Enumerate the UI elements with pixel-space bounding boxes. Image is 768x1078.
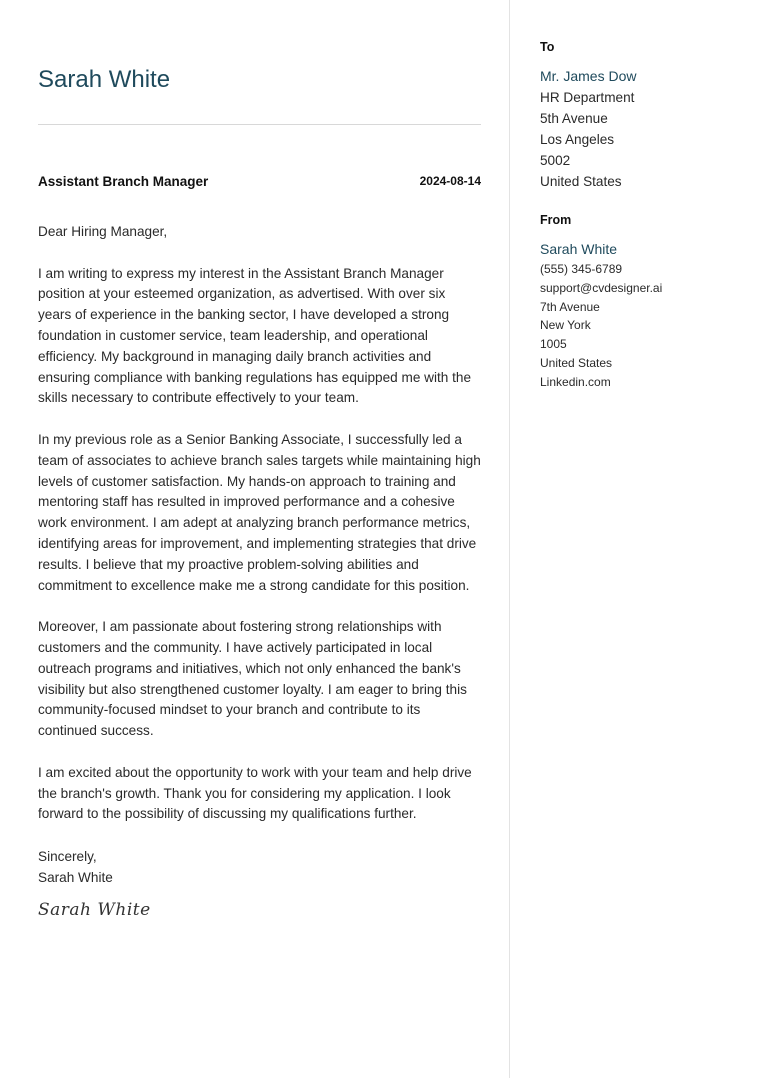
recipient-department: HR Department — [540, 90, 635, 105]
handwritten-signature: Sarah White — [38, 900, 151, 920]
sender-city: New York — [540, 318, 591, 333]
recipient-zip: 5002 — [540, 153, 571, 168]
recipient-address — [540, 87, 634, 192]
paragraph-1: I am writing to express my interest in the Assistant Branch Manager position at your esteemed organization, as advertised. With over six years of experience in the banking sector, I have developed a strong foundation in customer service, team leadership, and operational efficiency. My background in managing daily branch activities and ensuring compliance with banking regulations has equipped me with the skills necessary to contribute effectively to your team. — [38, 265, 472, 406]
sender-email: support@cvdesigner.ai — [540, 280, 663, 295]
sender-country: United States — [540, 355, 613, 370]
header-divider — [38, 124, 481, 125]
sender-street: 7th Avenue — [540, 299, 600, 314]
letter-body — [38, 222, 481, 846]
recipient-street: 5th Avenue — [540, 111, 608, 126]
paragraph-3: Moreover, I am passionate about fostering strong relationships with customers and the community. I have actively participated in local outreach programs and initiatives, which not only enhanced the bank's visibility but also strengthened customer loyalty. I am eager to bring this community-focused mindset to your branch and contribute to its continued success. — [38, 619, 467, 739]
closing-phrase: Sincerely, — [38, 849, 97, 864]
sender-linkedin: Linkedin.com — [540, 374, 611, 389]
salutation: Dear Hiring Manager, — [38, 224, 168, 239]
recipient-country: United States — [540, 174, 622, 189]
paragraph-2: In my previous role as a Senior Banking Associate, I successfully led a team of associates to achieve branch sales targets while maintaining high levels of customer satisfaction. My hands-on approach to training and mentoring staff has resulted in improved performance and a cohesive work environment. I am adept at analyzing branch performance metrics, identifying areas for improvement, and implementing strategies that drive results. I believe that my proactive problem-solving abilities and commitment to excellence make me a strong candidate for this position. — [38, 431, 481, 593]
sender-zip: 1005 — [540, 337, 567, 352]
job-title-row — [38, 174, 481, 192]
column-divider — [509, 0, 510, 1078]
recipient-city: Los Angeles — [540, 132, 615, 147]
sender-name: Sarah White — [540, 241, 618, 257]
closing-block — [38, 847, 113, 889]
from-heading: From — [540, 213, 572, 227]
letter-date: 2024-08-14 — [419, 174, 481, 188]
job-title: Assistant Branch Manager — [38, 174, 209, 189]
paragraph-4: I am excited about the opportunity to work with your team and help drive the branch's growth. Thank you for considering my application. I look forward to the possibility of discussing my qualifications further. — [38, 764, 472, 822]
recipient-name: Mr. James Dow — [540, 68, 637, 84]
closing-name: Sarah White — [38, 869, 113, 885]
sender-contact — [540, 260, 662, 392]
sender-phone: (555) 345-6789 — [540, 262, 623, 276]
to-heading: To — [540, 40, 555, 54]
sender-name-heading: Sarah White — [38, 66, 171, 93]
